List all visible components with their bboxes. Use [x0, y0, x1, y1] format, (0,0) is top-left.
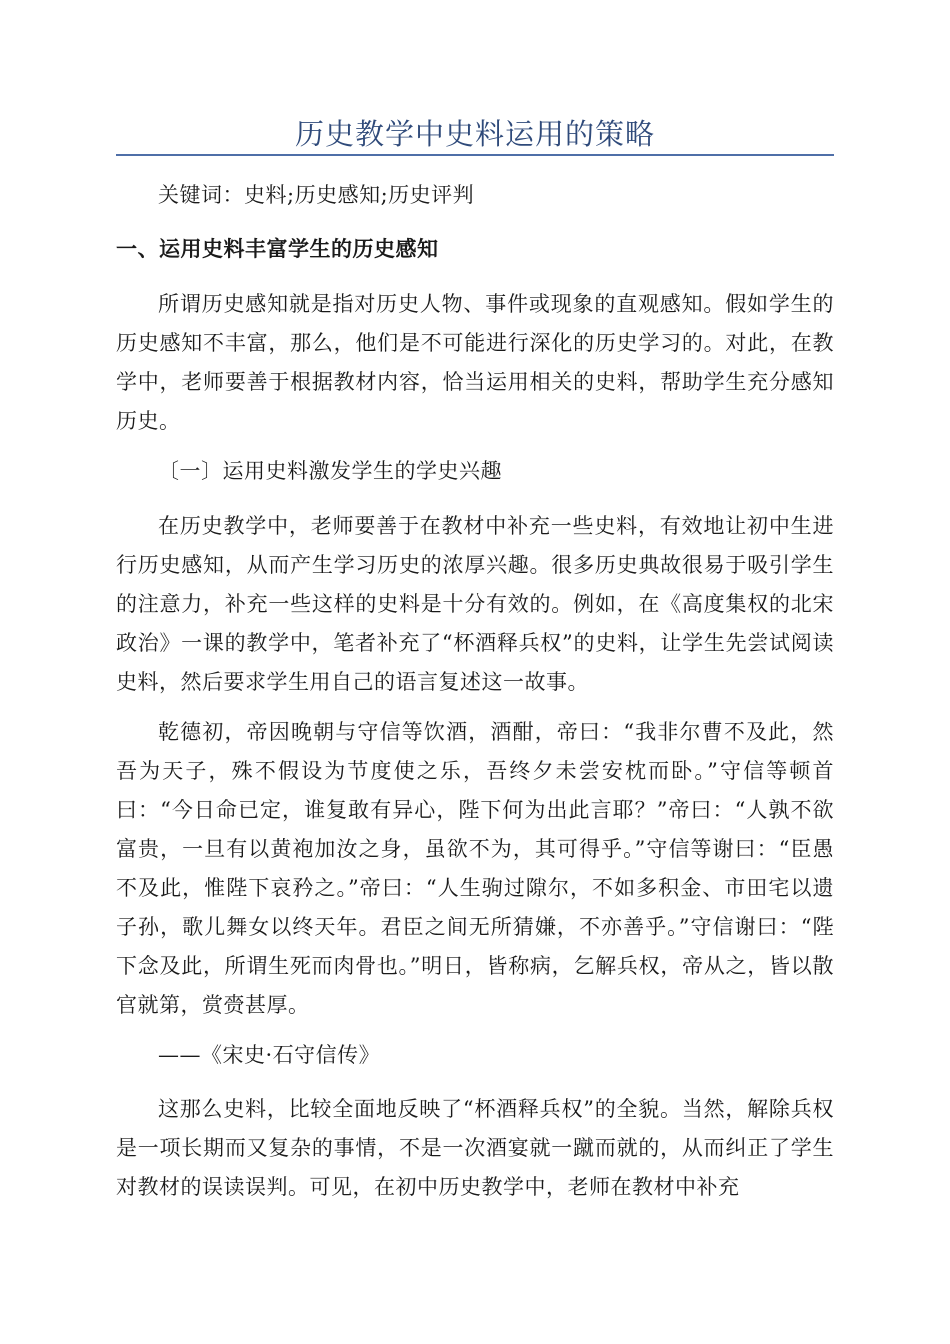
- keywords-line: 关键词：史料;历史感知;历史评判: [158, 183, 475, 207]
- section-heading-1: 一、运用史料丰富学生的历史感知: [116, 237, 439, 261]
- title-underline: [116, 154, 834, 156]
- paragraph-3: 这那么史料，比较全面地反映了“杯酒释兵权”的全貌。当然，解除兵权是一项长期而又复杂的事情，不是一次酒宴就一蹴而就的，从而纠正了学生对教材的误读误判。可见，在初中历史教学中，老师在教材中补充: [116, 1097, 834, 1199]
- paragraph-1: 所谓历史感知就是指对历史人物、事件或现象的直观感知。假如学生的历史感知不丰富，那么，他们是不可能进行深化的历史学习的。对此，在教学中，老师要善于根据教材内容，恰当运用相关的史料，帮助学生充分感知历史。: [116, 292, 834, 433]
- quote-source: ——《宋史·石守信传》: [158, 1043, 381, 1067]
- paragraph-2: 在历史教学中，老师要善于在教材中补充一些史料，有效地让初中生进行历史感知，从而产生学习历史的浓厚兴趣。很多历史典故很易于吸引学生的注意力，补充一些这样的史料是十分有效的。例如，在《高度集权的北宋政治》一课的教学中，笔者补充了“杯酒释兵权”的史料，让学生先尝试阅读史料，然后要求学生用自己的语言复述这一故事。: [116, 514, 834, 694]
- subsection-heading-1: 〔一〕运用史料激发学生的学史兴趣: [158, 459, 502, 483]
- document-title: 历史教学中史料运用的策略: [294, 117, 655, 151]
- quote-passage: 乾德初，帝因晚朝与守信等饮酒，酒酣，帝曰：“我非尔曹不及此，然吾为天子，殊不假设为节度使之乐，吾终夕未尝安枕而卧。”守信等顿首曰：“今日命已定，谁复敢有异心，陛下何为出此言耶？”帝曰：“人孰不欲富贵，一旦有以黄袍加汝之身，虽欲不为，其可得乎。”守信等谢曰：“臣愚不及此，惟陛下哀矜之。”帝曰：“人生驹过隙尔，不如多积金、市田宅以遗子孙，歌儿舞女以终天年。君臣之间无所猜嫌，不亦善乎。”守信谢曰：“陛下念及此，所谓生死而肉骨也。”明日，皆称病，乞解兵权，帝从之，皆以散官就第，赏赍甚厚。: [116, 720, 834, 1017]
